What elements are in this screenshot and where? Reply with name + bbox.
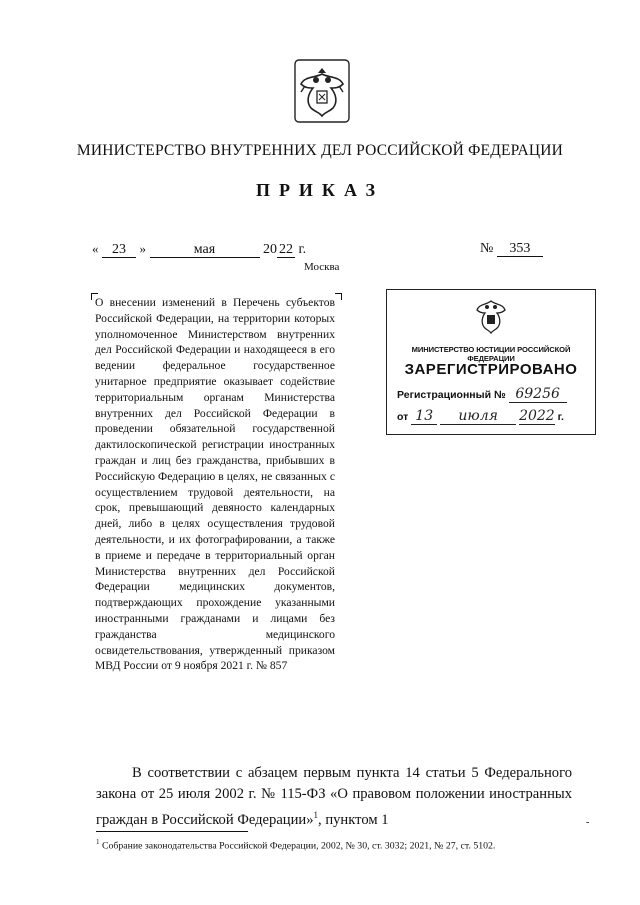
stamp-reg-label: Регистрационный №: [397, 389, 506, 401]
footnote-divider: [96, 831, 248, 832]
date-month: мая: [150, 242, 260, 258]
quote-close: »: [139, 241, 146, 256]
number-value: 353: [497, 241, 543, 257]
date-year-unit: г.: [298, 242, 307, 257]
body-tail: , пунктом 1: [318, 811, 389, 828]
order-number: [480, 241, 543, 257]
ministry-name: МИНИСТЕРСТВО ВНУТРЕННИХ ДЕЛ РОССИЙСКОЙ ФЕДЕРАЦИИ: [76, 142, 564, 159]
stamp-ministry: МИНИСТЕРСТВО ЮСТИЦИИ РОССИЙСКОЙ ФЕДЕРАЦИИ: [411, 345, 571, 363]
page-mark: -: [586, 817, 590, 828]
subject-bracket-right: [335, 293, 342, 300]
stamp-from-label: от: [397, 411, 409, 423]
footnote-marker: 1: [96, 838, 100, 846]
stamp-reg-number: 69256: [509, 386, 567, 403]
date-day: 23: [102, 242, 136, 258]
date-year-prefix: 20: [263, 242, 277, 257]
stamp-reg-line: [397, 386, 567, 403]
date-year-suffix: 22: [279, 242, 293, 257]
order-date: [92, 241, 306, 258]
stamp-emblem-icon: [474, 298, 508, 336]
order-subject: О внесении изменений в Перечень субъектов Российской Федерации, на территории которых уполномоченное Министерством внутренних дел Российской Федерации и находящееся в его ведении федеральное государственное унитарное предприятие оказывает содействие территориальным органам Министерства внутренних дел Российской Федерации в проведении обязательной государственной дактилоскопической регистрации иностранных граждан и лиц без гражданства, прибывших в Российскую Федерацию в целях, не связанных с осуществлением трудовой деятельности, на срок, превышающий девяносто календарных дней, либо в целях осуществления трудовой деятельности, и их фотографировании, а также в приеме и передаче в территориальный орган Министерства внутренних дел Российской Федерации медицинских документов, подтверждающих прохождение указанными иностранными гражданами и лицами без гражданства медицинского освидетельствования, утвержденный приказом МВД России от 9 ноября 2021 г. № 857: [95, 296, 335, 673]
quote-open: «: [92, 241, 99, 256]
registration-stamp: [386, 289, 596, 435]
footnote-text: Собрание законодательства Российской Федерации, 2002, № 30, ст. 3032; 2021, № 27, ст. 5102.: [101, 840, 496, 852]
stamp-year: 2022: [519, 408, 555, 424]
stamp-registered: ЗАРЕГИСТРИРОВАНО: [404, 361, 578, 378]
body-paragraph: [96, 763, 572, 831]
city: Москва: [304, 261, 340, 273]
footnote-ref: 1: [313, 810, 319, 820]
stamp-date-line: [397, 408, 564, 425]
order-title: ПРИКАЗ: [255, 180, 385, 200]
footnote: [96, 838, 495, 851]
coat-of-arms-icon: [293, 58, 351, 124]
number-label: №: [480, 241, 494, 256]
stamp-year-unit: г.: [557, 411, 564, 423]
body-text: В соответствии с абзацем первым пункта 14 статьи 5 Федерального закона от 25 июля 2002 г. № 115-ФЗ «О правовом положении иностранных граждан в Российской Федерации»: [96, 765, 572, 828]
stamp-day: 13: [411, 408, 437, 425]
stamp-month: июля: [440, 408, 516, 425]
